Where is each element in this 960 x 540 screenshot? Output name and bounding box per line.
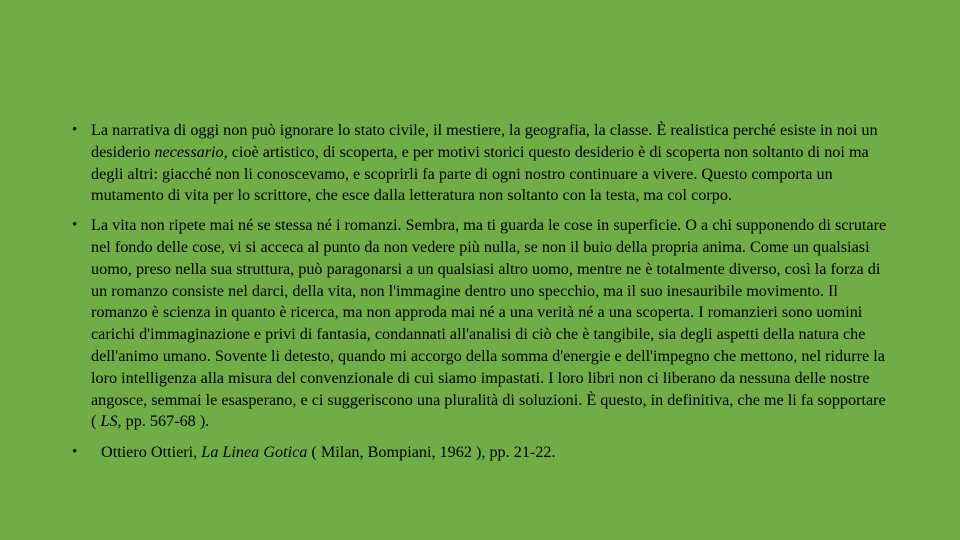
source-publication: ( Milan, Bompiani, 1962 ), pp. 21-22. bbox=[307, 443, 556, 462]
source-citation-text bbox=[101, 443, 556, 461]
paragraph-1-part-b: , cioè artistico, di scoperta, e per motivi storici questo desiderio è di scoperta non soltanto di noi ma degli altri: giacché non li conoscevamo, e scoprirli fa parte di ogni nostro continuare a vivere. Questo comporta un mutamento di vita per lo scrittore, che esce dalla letteratura non soltanto con la testa, ma col corpo. bbox=[91, 142, 869, 205]
paragraph-2-text bbox=[91, 216, 886, 430]
bullet-source-citation bbox=[72, 442, 892, 464]
paragraph-1-text bbox=[91, 121, 878, 204]
paragraph-1-emphasis: necessario bbox=[154, 142, 224, 161]
bullet-paragraph-2 bbox=[72, 215, 892, 433]
paragraph-2-part-a: La vita non ripete mai né se stessa né i romanzi. Sembra, ma ti guarda le cose in superficie. O a chi supponendo di scrutare nel fondo delle cose, vi si acceca al punto da non vedere più nulla, se non il buio della propria anima. Come un qualsiasi uomo, preso nella sua struttura, può paragonarsi a un qualsiasi altro uomo, mentre ne è totalmente diverso, così la forza di un romanzo consiste nel darci, della vita, non l'immagine dentro uno specchio, ma il suo inesauribile movimento. Il romanzo è scienza in quanto è ricerca, ma non approda mai né a una verità né a una scoperta. I romanzieri sono uomini carichi d'immaginazione e privi di fantasia, condannati all'analisi di ciò che è tangibile, sia degli aspetti della natura che dell'animo umano. Sovente li detesto, quando mi accorgo della somma d'energie e dell'impegno che mettono, nel ridurre la loro intelligenza alla misura del convenzionale di cui siamo impastati. I loro libri non ci liberano da nessuna delle nostre angosce, semmai le esasperano, e ci suggeriscono una pluralità di soluzioni. È questo, in definitiva, che me li fa sopportare ( bbox=[91, 216, 887, 431]
bullet-marker: • bbox=[72, 217, 78, 234]
paragraph-2-emphasis: LS bbox=[100, 412, 118, 431]
bullet-marker: • bbox=[72, 444, 78, 461]
paragraph-1-part-a: La narrativa di oggi non può ignorare lo stato civile, il mestiere, la geografia, la classe. È realistica perché esiste in noi un desiderio bbox=[91, 121, 878, 161]
paragraph-2-part-b: , pp. 567-68 ). bbox=[117, 412, 210, 431]
bullet-marker: • bbox=[72, 122, 78, 138]
source-author: Ottiero Ottieri, bbox=[101, 443, 202, 462]
slide-body bbox=[72, 120, 892, 464]
bullet-paragraph-1 bbox=[72, 120, 892, 207]
source-title: La Linea Gotica bbox=[201, 443, 308, 462]
